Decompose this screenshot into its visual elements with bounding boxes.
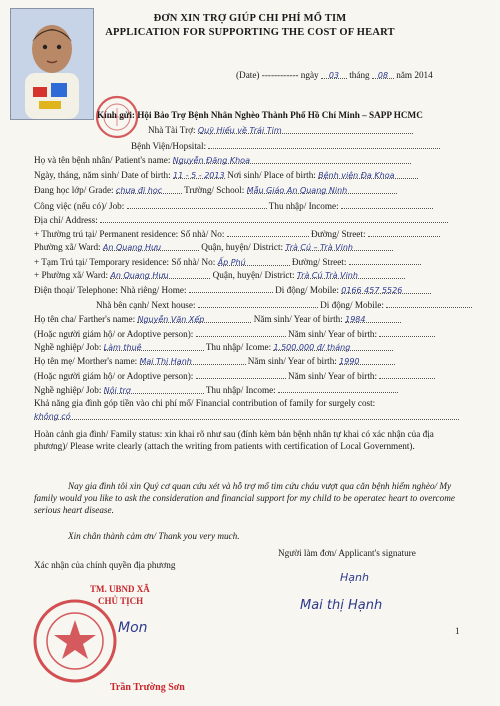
father-label: Họ tên cha/ Farther's name: (34, 314, 136, 324)
thanks-line: Xin chân thành cảm ơn/ Thank you very much. (68, 531, 240, 541)
father-income-label: Thu nhập/ Icome: (205, 342, 272, 352)
ward-2-value: An Quang Hưu (110, 270, 210, 279)
patient-name-label: Họ và tên bệnh nhân/ Patient's name: (34, 155, 171, 165)
guardian-label: (Hoặc người giám hộ/ or Adoptive person): (34, 329, 194, 339)
mother-yob-value: 1990 (339, 356, 395, 365)
official-seal-icon (30, 596, 120, 686)
form-title (0, 12, 500, 38)
address-row (34, 214, 448, 226)
home-phone-line (189, 284, 273, 293)
next-house-label: Nhà bên cạnh/ Next house: (96, 300, 196, 310)
request-paragraph: Nay gia đình tôi xin Quý cơ quan cứu xét và hỗ trợ mổ tim cứu cháu vượt qua căn bệnh hiểm nghèo/ My family would you like to ask the consideration and financial support for my child to be operatec heart to overcome serious heart disease. (34, 481, 455, 516)
street-label: Đường/ Street: (311, 229, 366, 239)
mobile-label: Di động/ Mobile: (275, 285, 339, 295)
father-job-label: Nghề nghiệp/ Job: (34, 342, 102, 352)
mother-job-label: Nghề nghiệp/ Job: (34, 385, 102, 395)
permanent-no-line (227, 228, 309, 237)
mother-income-label: Thu nhập/ Income: (205, 385, 276, 395)
temporary-label: + Tạm Trú tại/ Temporary residence: Số nhà/ No: (34, 257, 216, 267)
job-row (34, 200, 433, 212)
telephone-row (34, 284, 431, 296)
date-month: 08 (372, 70, 394, 79)
pob-label: Nơi sinh/ Place of birth: (227, 170, 316, 180)
sponsor-label: Nhà Tài Trợ: (148, 125, 196, 135)
district-2-label: Quận, huyện/ District: (212, 270, 295, 280)
stamp-line-2: CHỦ TỊCH (98, 596, 144, 606)
street-value-line (368, 228, 440, 237)
mother-label: Họ tên mẹ/ Morther's name: (34, 356, 138, 366)
ward-2-label: + Phường xã/ Ward: (34, 270, 109, 280)
next-house-row (96, 299, 472, 311)
dob-label: Ngày, tháng, năm sinh/ Date of birth: (34, 170, 171, 180)
applicant-signature-label: Người làm đơn/ Applicant's signature (278, 548, 416, 558)
mother-row (34, 356, 395, 367)
stamp-line-1: TM. UBND XÃ (90, 584, 150, 594)
father-job-value: Làm thuê (104, 342, 204, 351)
mother-value: Mai Thị Hạnh (140, 356, 246, 365)
temporary-street-line (349, 256, 421, 265)
hospital-value-line (208, 140, 440, 149)
father-job-row (34, 342, 393, 353)
date-day: 03 (321, 70, 347, 79)
temporary-street-label: Đường/ Street: (291, 257, 347, 267)
dob-value: 11 - 5 - 2013 (172, 171, 225, 180)
month-label: tháng (349, 70, 370, 80)
income-label: Thu nhập/ Income: (268, 201, 339, 211)
job-label: Công việc (nếu có)/ Job: (34, 201, 125, 211)
hospital-label: Bệnh Viện/Hopsital: (131, 141, 207, 151)
contribution-label: Khả năng gia đình góp tiền vào chi phí mổ/ Financial contribution of family for surgely cost: (34, 398, 376, 408)
temporary-no-value: Ấp Phú (218, 257, 290, 266)
telephone-label: Điện thoại/ Telephone: Nhà riêng/ Home: (34, 285, 187, 295)
father-yob-value: 1984 (345, 314, 401, 323)
mother-job-value: Nội trợ (104, 385, 204, 394)
pob-value: Bệnh viện Đa Khoa (318, 170, 418, 179)
guardian-yob-line (379, 328, 435, 337)
date-line (236, 70, 433, 81)
mobile-2-line (386, 299, 472, 308)
guardian-yob-label: Năm sinh/ Year of birth: (287, 329, 378, 339)
guardian-2-line (196, 370, 286, 379)
applicant-signature-1: Hạnh (340, 571, 369, 584)
hospital-row (131, 140, 440, 152)
mother-income-line (278, 384, 398, 393)
father-income-value: 1.500.000 đ/ tháng (273, 342, 393, 351)
address-value-line (100, 214, 448, 223)
address-label: Địa chỉ/ Address: (34, 215, 98, 225)
guardian-row (34, 328, 435, 340)
district-label: Quận, huyện/ District: (201, 242, 284, 252)
school-value: Mẫu Giáo An Quang Ninh (247, 185, 397, 194)
sponsor-row (148, 125, 413, 136)
mother-yob-label: Năm sinh/ Year of birth: (247, 356, 337, 366)
grade-label: Đang học lớp/ Grade: (34, 185, 114, 195)
date-prefix: (Date) ------------ ngày (236, 70, 319, 80)
mobile-2-label: Di động/ Mobile: (320, 300, 384, 310)
district-2-value: Trà Cú Trà Vinh (297, 270, 405, 279)
next-house-line (198, 299, 318, 308)
permanent-label: + Thường trú tại/ Permanent residence: Số nhà/ No: (34, 229, 225, 239)
page-number: 1 (455, 626, 460, 636)
father-yob-label: Năm sinh/ Year of birth: (253, 314, 343, 324)
contribution-row (34, 398, 375, 409)
applicant-signature-2: Mai thị Hạnh (300, 598, 383, 613)
patient-name-row (34, 155, 411, 166)
permanent-residence-row (34, 228, 440, 240)
job-value-line (127, 200, 267, 209)
official-signature: Mon (118, 620, 148, 636)
mobile-value: 0166 457 5526 (341, 285, 431, 294)
official-name: Trần Trường Sơn (110, 682, 185, 693)
title-english: APPLICATION FOR SUPPORTING THE COST OF HEART (105, 27, 395, 38)
guardian-2-yob-label: Năm sinh/ Year of birth: (287, 371, 378, 381)
guardian-2-yob-line (379, 370, 435, 379)
father-row (34, 314, 401, 325)
year-label: năm 2014 (396, 70, 433, 80)
ward-label: Phường xã/ Ward: (34, 242, 101, 252)
local-confirmation-label: Xác nhận của chính quyền địa phương (34, 560, 176, 570)
guardian-2-label: (Hoặc người giám hộ/ or Adoptive person): (34, 371, 194, 381)
ward-value: An Quang Hưu (103, 242, 199, 251)
father-value: Nguyễn Văn Xếp (137, 314, 251, 323)
birth-row (34, 170, 418, 181)
ward-row (34, 242, 393, 253)
contribution-value-row (34, 411, 459, 422)
guardian-line (196, 328, 286, 337)
patient-name-value: Nguyễn Đăng Khoa (173, 155, 411, 164)
district-value: Trà Cú – Trà Vinh (285, 242, 393, 251)
contribution-value: không có (34, 411, 459, 420)
grade-value: chưa đi học (116, 185, 182, 194)
school-label: Trường/ School: (184, 185, 245, 195)
family-status-paragraph: Hoàn cảnh gia đình/ Family status: xin khai rõ như sau (đính kèm bản bệnh nhân tự khai có xác nhận của địa phương)/ Please write clearly (attach the writing from patients with certification of Local Government). (34, 429, 434, 452)
sponsor-value: Quỹ Hiếu về Trái Tim (198, 125, 413, 134)
mother-job-row (34, 384, 398, 396)
recipient-line: Kính gửi: Hội Bảo Trợ Bệnh Nhân Nghèo Thành Phố Hồ Chí Minh – SAPP HCMC (97, 110, 423, 120)
guardian-2-row (34, 370, 435, 382)
temporary-residence-row (34, 256, 421, 268)
school-row (34, 185, 397, 196)
ward-2-row (34, 270, 405, 281)
title-vietnamese: ĐƠN XIN TRỢ GIÚP CHI PHÍ MỔ TIM (153, 13, 347, 24)
income-value-line (341, 200, 433, 209)
